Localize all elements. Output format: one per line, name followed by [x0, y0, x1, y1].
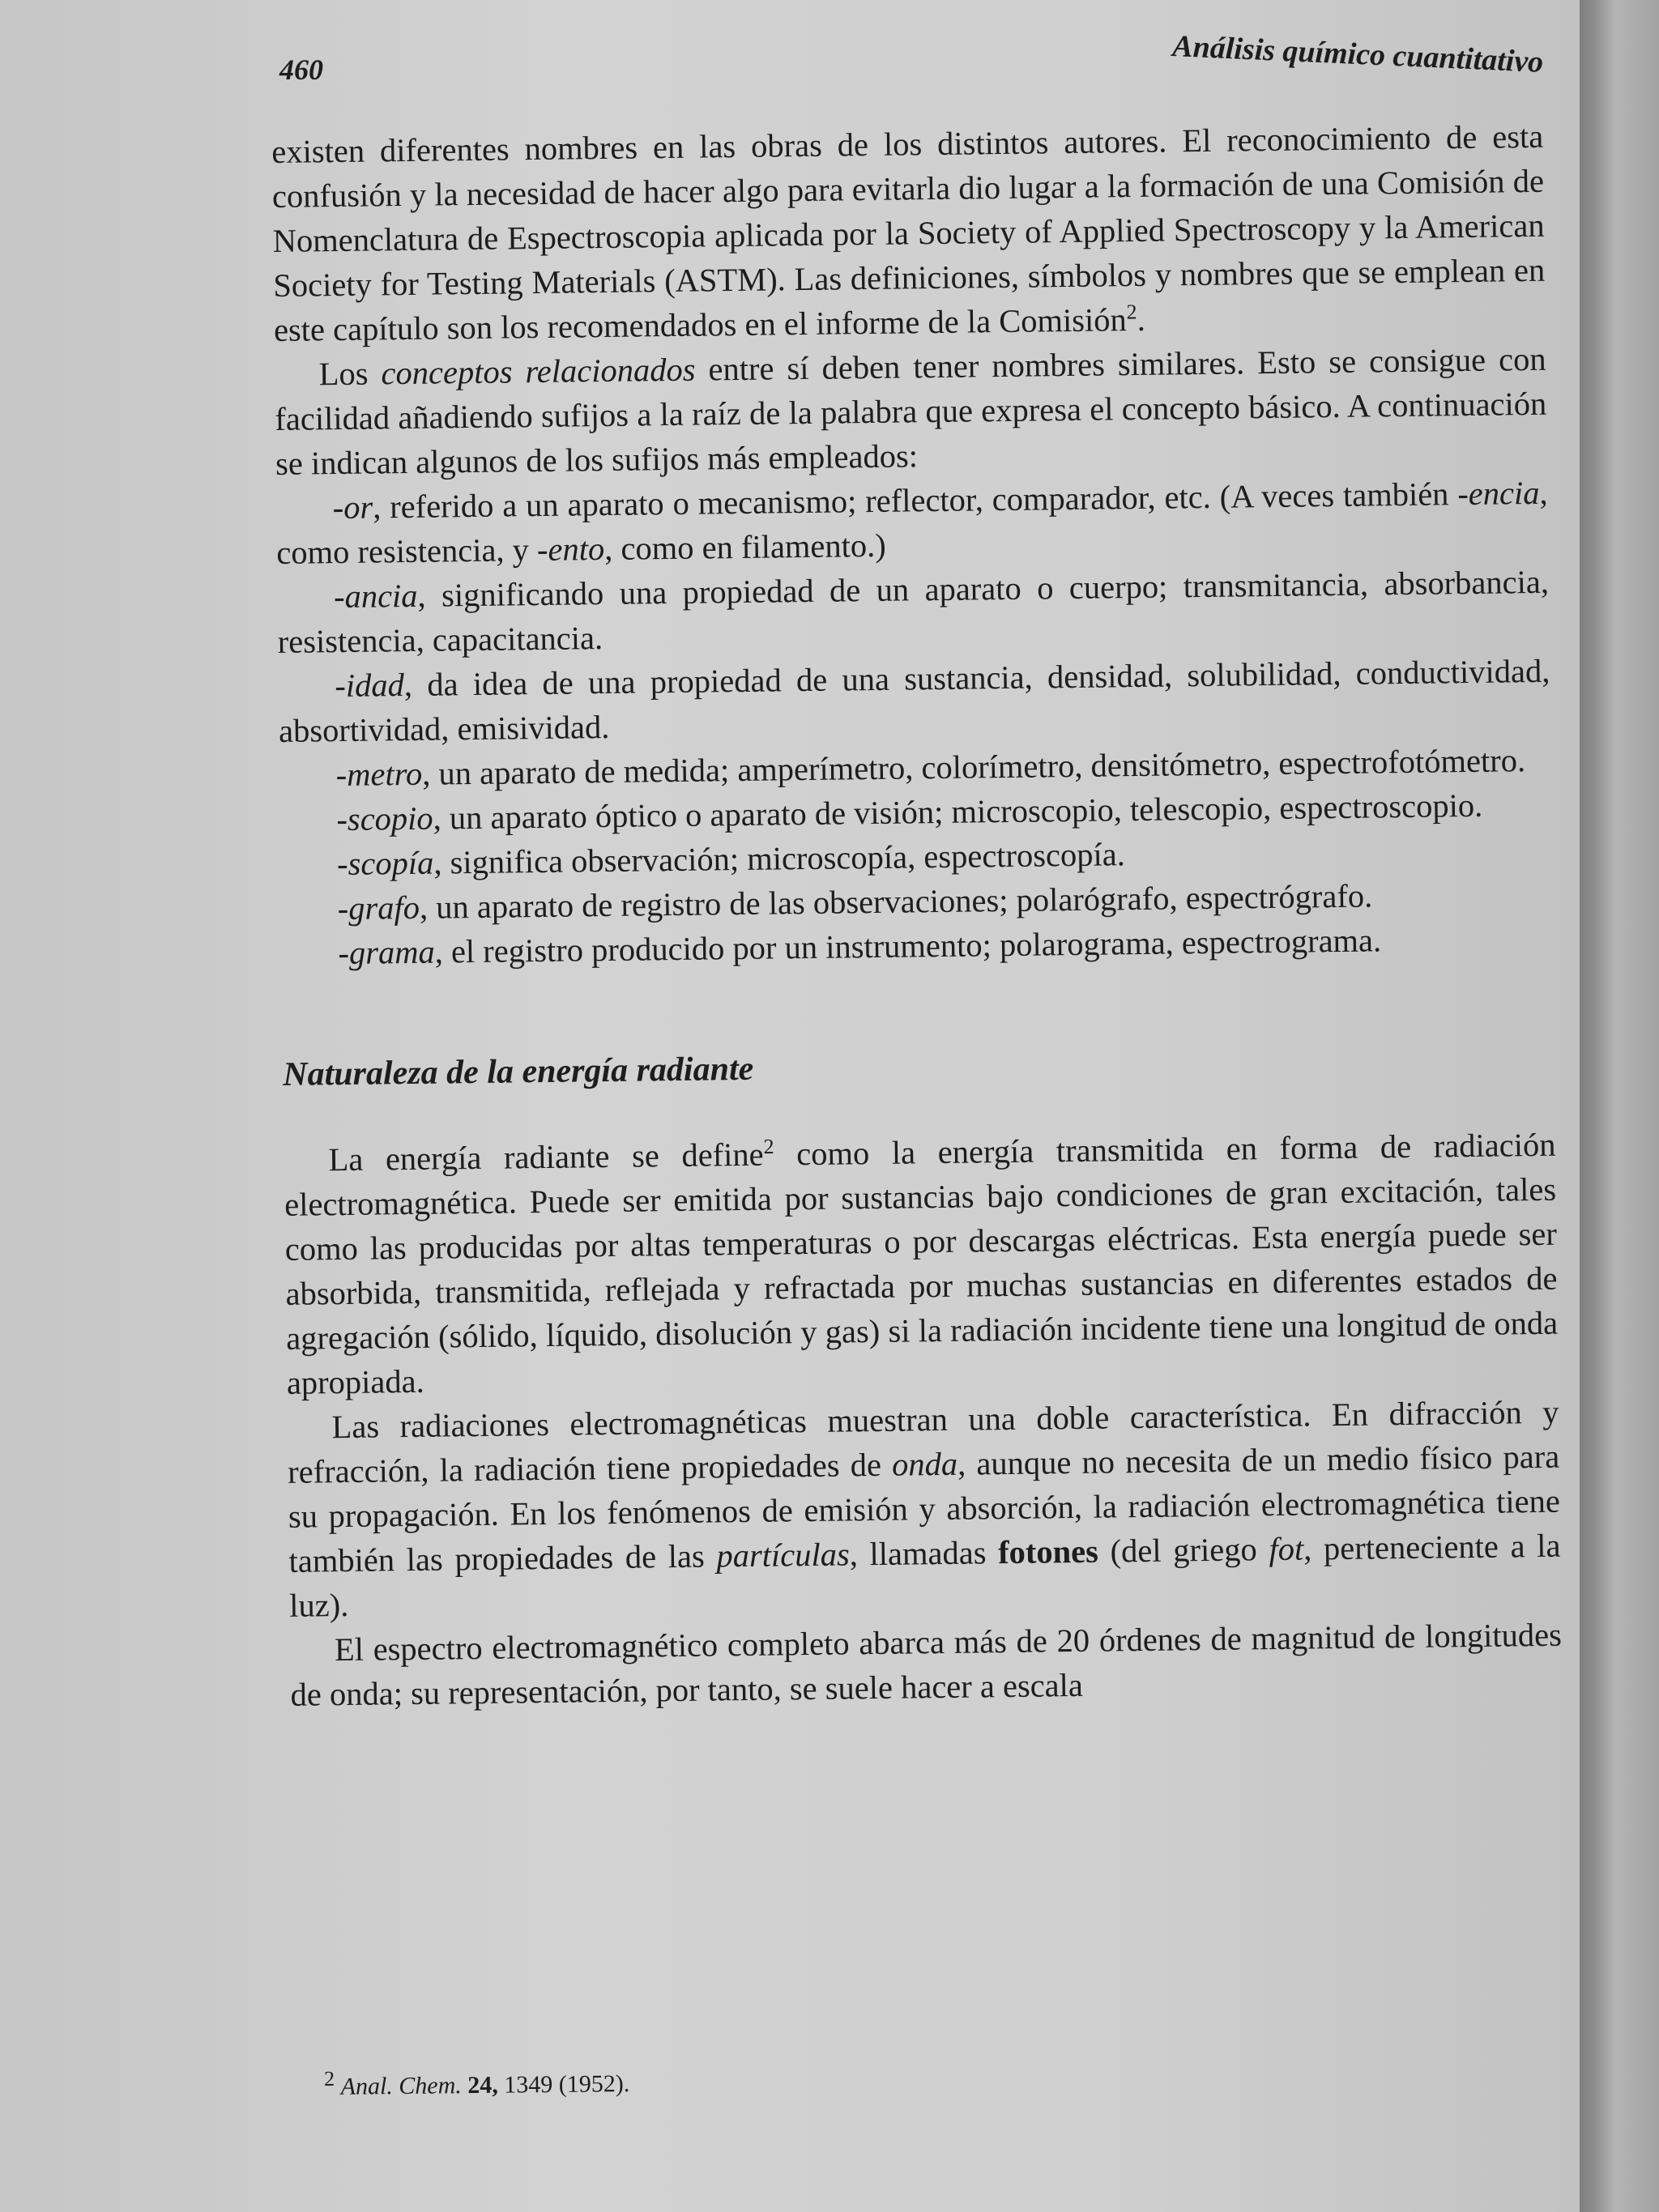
- suffix-item: -or, referido a un aparato o mecanismo; reflector, comparador, etc. (A veces también -encia, como resistencia, y -ento, como en filamento.): [276, 474, 1548, 571]
- footnote-journal: Anal. Chem.: [340, 2072, 462, 2100]
- page-number: 460: [279, 53, 323, 86]
- term-fotones: fotones: [997, 1532, 1099, 1571]
- footnote-pages: 1349 (1952).: [504, 2070, 630, 2099]
- book-gutter: [1580, 0, 1659, 2212]
- paragraph-spectrum: El espectro electromagnético completo abarca más de 20 órdenes de magnitud de longitudes de onda; su representación, por tanto, se suele hacer a escala: [290, 1616, 1563, 1713]
- reference-marker: 2: [763, 1135, 774, 1159]
- suffix-item: -grama, el registro producido por un instrumento; polarograma, espectrograma.: [338, 922, 1382, 972]
- suffix-item: -idad, da idea de una propiedad de una sustancia, densidad, solubilidad, conductividad, absortividad, emisividad.: [278, 652, 1550, 749]
- suffix-item: -scopio, un aparato óptico o aparato de visión; microscopio, telescopio, espectroscopio.: [336, 786, 1483, 838]
- footnote-volume: 24,: [467, 2071, 498, 2099]
- suffix-item: -metro, un aparato de medida; amperímetro, colorímetro, densitómetro, espectrofotómetro.: [335, 742, 1526, 794]
- reference-marker: 2: [1126, 300, 1137, 324]
- suffix-item: -ancia, significando una propiedad de un aparato o cuerpo; transmitancia, absorbancia, resistencia, capacitancia.: [277, 563, 1550, 660]
- paragraph-dual-nature: Las radiaciones electromagnéticas muestran una doble característica. En difracción y refracción, la radiación tiene propiedades de onda, aunque no necesita de un medio físico para su propagación. En los fenómenos de emisión y absorción, la radiación electromagnética tiene también las propiedades de las partículas, llamadas fotones (del griego fot, perteneciente a la luz).: [287, 1393, 1561, 1624]
- paragraph-concepts: Los conceptos relacionados entre sí deben tener nombres similares. Esto se consigue con facilidad añadiendo sufijos a la raíz de la palabra que expresa el concepto básico. A continuación se indican algunos de los sufijos más empleados:: [275, 340, 1547, 482]
- section-heading: Naturaleza de la energía radiante: [282, 1050, 754, 1093]
- suffix-item: -grafo, un aparato de registro de las observaciones; polarógrafo, espectrógrafo.: [337, 877, 1373, 927]
- term-conceptos: conceptos relacionados: [381, 351, 696, 392]
- page-header: [279, 29, 1544, 101]
- paragraph-radiant-energy: La energía radiante se define$^2$ como la energía transmitida en forma de radiación electromagnética. Puede ser emitida por sustancias bajo condiciones de gran excitación, tales como las producidas por altas temperaturas o por descargas eléctricas. Esta energía puede ser absorbida, transmitida, reflejada y refractada por muchas sustancias en diferentes estados de agregación (sólido, líquido, disolución y gas) si la radiación incidente tiene una longitud de onda apropiada.: [284, 1126, 1559, 1401]
- running-head: Análisis químico cuantitativo: [1171, 29, 1544, 79]
- footnote-marker: 2: [323, 2066, 335, 2091]
- paragraph-continuation: existen diferentes nombres en las obras de los distintos autores. El reconocimiento de esta confusión y la necesidad de hacer algo para evitarla dio lugar a la formación de una Comisión de Nomenclatura de Espectroscopia aplicada por la Society of Applied Spectroscopy y la American Society for Testing Materials (ASTM). Las definiciones, símbolos y nombres que se emplean en este capítulo son los recomendados en el informe de la Comisión$^2$.: [271, 117, 1546, 348]
- body-text: [271, 114, 1563, 1717]
- suffix-item: -scopía, significa observación; microscopía, espectroscopía.: [336, 836, 1126, 883]
- footnote: [323, 2066, 630, 2101]
